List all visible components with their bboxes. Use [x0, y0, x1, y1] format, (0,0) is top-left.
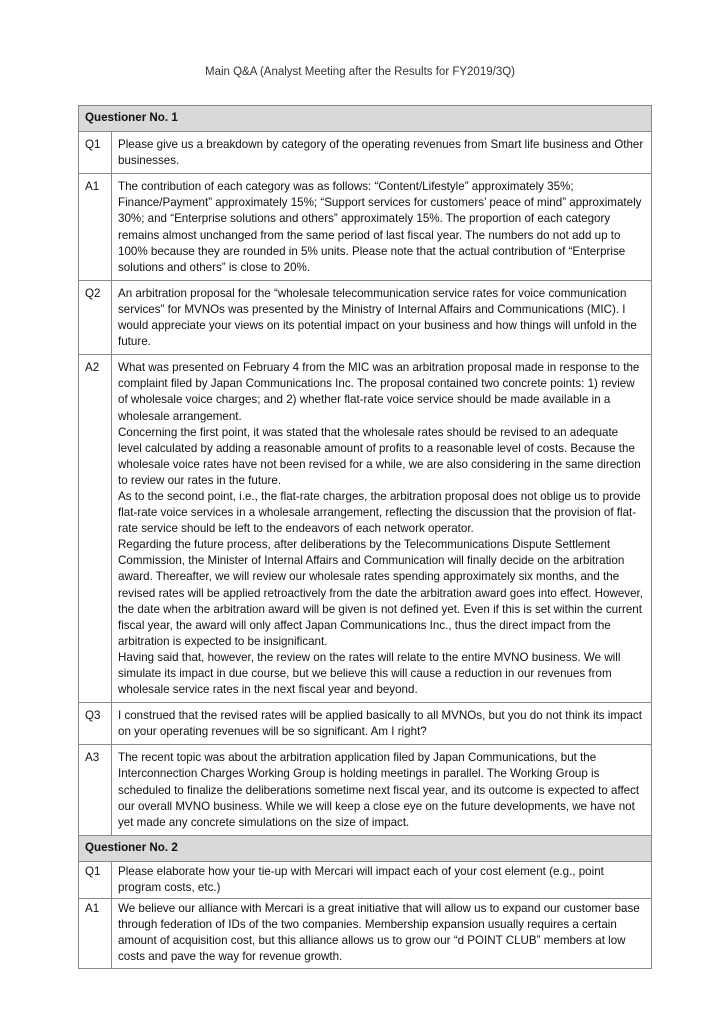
qa-row [79, 355, 652, 703]
row-label: A1 [79, 174, 112, 281]
paragraph: As to the second point, i.e., the flat-rate charges, the arbitration proposal does not oblige us to provide flat-rate voice services in a wholesale arrangement, reflecting the discussion that the provision of flat-rate service should be left to the endeavors of each network operator. [118, 489, 641, 536]
paragraph: Concerning the first point, it was stated that the wholesale rates should be revised to an adequate level calculated by adding a reasonable amount of profits to a reasonable level of costs. Because the wholesale voice rates have not been revised for a while, we are also considering in the same direction to review our rates in the future. [118, 425, 641, 487]
qa-row [79, 899, 652, 968]
row-text [112, 899, 652, 968]
qa-row [79, 132, 652, 174]
qa-row [79, 745, 652, 835]
paragraph: Please give us a breakdown by category of the operating revenues from Smart life business and Other businesses. [118, 138, 644, 168]
paragraph: Regarding the future process, after deliberations by the Telecommunications Dispute Settlement Commission, the Minister of Internal Affairs and Communication will finally decide on the arbitration award. Thereafter, we will review our wholesale rates spending approximately six months, and the revised rates will be applied retroactively from the date the arbitration award goes into effect. However, the date when the arbitration award will be given is not defined yet. Even if this is set within the current fiscal year, the award will only affect Japan Communications Inc., thus the direct impact from the arbitration is expected to be insignificant. [118, 538, 643, 648]
qa-row [79, 174, 652, 281]
section-header-row [79, 106, 652, 132]
paragraph: The contribution of each category was as follows: “Content/Lifestyle” approximately 35%; Finance/Payment” approximately 15%; “Support services for customers’ peace of mind” approximately 30%; and “Enterprise solutions and others” approximately 15%. The proportion of each category remains almost unchanged from the same period of last fiscal year. The numbers do not add up to 100% because they are rounded in 5% units. Please note that the actual contribution of “Enterprise solutions and others” is close to 20%. [118, 180, 642, 274]
row-text [112, 355, 652, 703]
paragraph: Please elaborate how your tie-up with Mercari will impact each of your cost element (e.g., point program costs, etc.) [118, 864, 604, 895]
qa-row [79, 703, 652, 745]
row-text [112, 703, 652, 745]
qa-table [78, 105, 652, 969]
paragraph: Having said that, however, the review on the rates will relate to the entire MVNO business. We will simulate its impact in due course, but we believe this will cause a reduction in our revenues from wholesale service rates in the next fiscal year and beyond. [118, 650, 621, 697]
paragraph: We believe our alliance with Mercari is a great initiative that will allow us to expand our customer base through federation of IDs of the two companies. Membership expansion usually requires a certain amount of acquisition cost, but this alliance allows us to grow our “d POINT CLUB” members at low costs and pave the way for revenue growth. [118, 902, 640, 964]
row-label: A2 [79, 355, 112, 703]
qa-row [79, 280, 652, 354]
row-text [112, 174, 652, 281]
row-label: A1 [79, 899, 112, 968]
paragraph: What was presented on February 4 from the MIC was an arbitration proposal made in response to the complaint filed by Japan Communications Inc. The proposal contained two concrete points: 1) review of wholesale voice charges; and 2) whether flat-rate voice service should be made available in a wholesale arrangement. [118, 361, 640, 423]
section-header-row [79, 835, 652, 861]
row-label: Q3 [79, 703, 112, 745]
paragraph: The recent topic was about the arbitration application filed by Japan Communications, but the Interconnection Charges Working Group is holding meetings in parallel. The Working Group is scheduled to finalize the deliberations sometime next fiscal year, and its outcome is expected to affect our overall MVNO business. While we will keep a close eye on the future developments, we have not yet made any concrete simulations on the size of impact. [118, 751, 640, 829]
row-text [112, 132, 652, 174]
row-text [112, 745, 652, 835]
paragraph: I construed that the revised rates will be applied basically to all MVNOs, but you do not think its impact on your operating revenues will be so significant. Am I right? [118, 709, 642, 739]
qa-row [79, 861, 652, 898]
row-text [112, 861, 652, 898]
row-label: A3 [79, 745, 112, 835]
row-label: Q1 [79, 861, 112, 898]
page-title: Main Q&A (Analyst Meeting after the Results for FY2019/3Q) [204, 66, 515, 78]
row-text [112, 280, 652, 354]
row-label: Q1 [79, 132, 112, 174]
paragraph: An arbitration proposal for the “wholesale telecommunication service rates for voice communication services” for MVNOs was presented by the Ministry of Internal Affairs and Communications (MIC). I would appreciate your views on its potential impact on your business and how things will unfold in the future. [118, 286, 637, 349]
section-heading: Questioner No. 1 [79, 106, 652, 132]
section-heading: Questioner No. 2 [79, 835, 652, 861]
row-label: Q2 [79, 280, 112, 354]
